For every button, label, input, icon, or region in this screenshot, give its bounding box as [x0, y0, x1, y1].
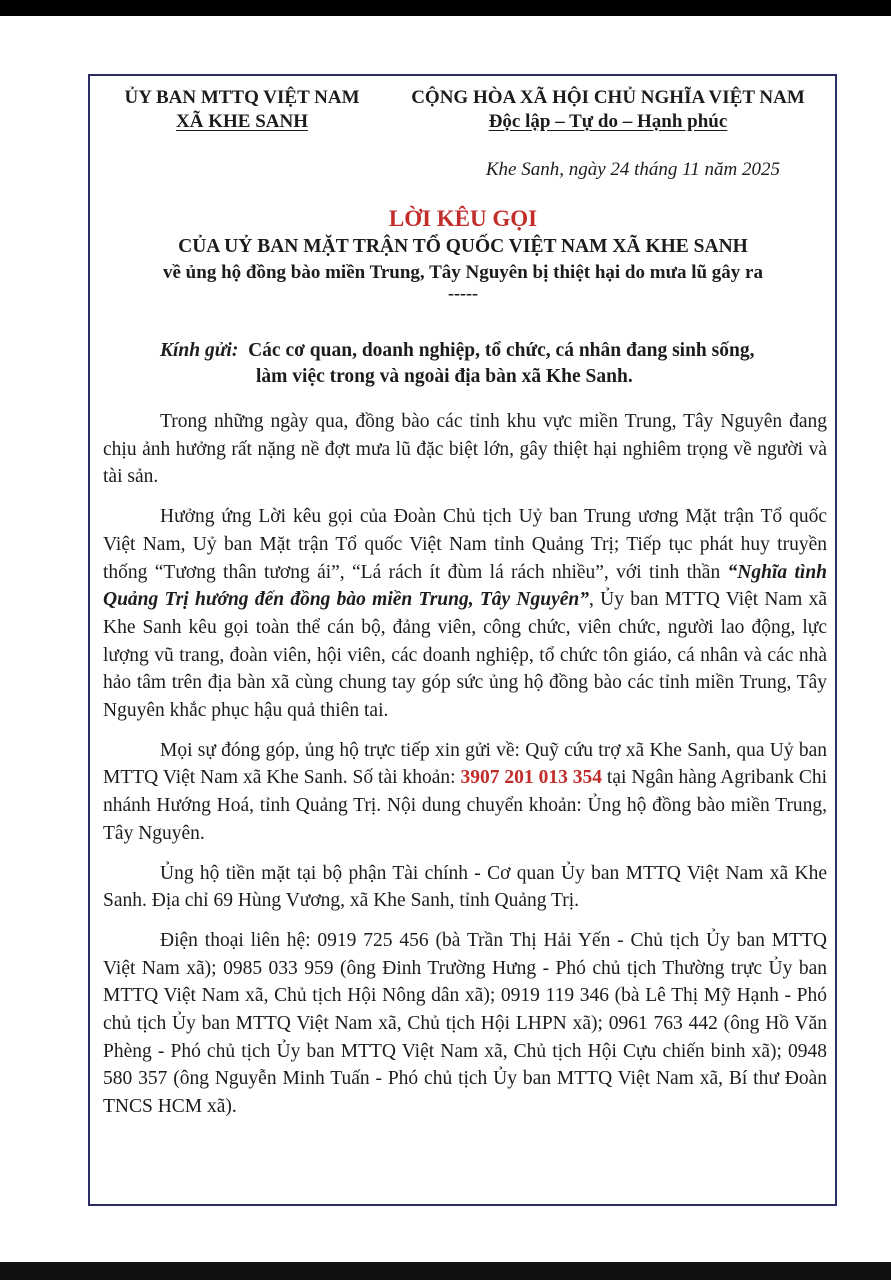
- paragraph-situation: Trong những ngày qua, đồng bào các tỉnh khu vực miền Trung, Tây Nguyên đang chịu ảnh hưởng rất nặng nề đợt mưa lũ đặc biệt lớn, gây thiệt hại nghiêm trọng về người và tài sản.: [103, 411, 827, 488]
- republic-name: CỘNG HÒA XÃ HỘI CHỦ NGHĨA VIỆT NAM: [411, 87, 805, 108]
- bank-text-end: tại Ngân hàng Agribank Chi nhánh Hướng Hoá, tỉnh Quảng Trị. Nội dung chuyển khoản: Ủng hộ đồng bào miền Trung, Tây Nguyên.: [103, 767, 828, 844]
- top-dark-band: [0, 0, 891, 16]
- commune-name: XÃ KHE SANH: [176, 111, 308, 132]
- motto: Độc lập – Tự do – Hạnh phúc: [488, 111, 728, 132]
- bottom-dark-band: [0, 1262, 891, 1280]
- appeal-text-end: , Ủy ban MTTQ Việt Nam xã Khe Sanh kêu gọi toàn thể cán bộ, đảng viên, công chức, viên chức, người lao động, lực lượng vũ trang, đoàn viên, hội viên, các doanh nghiệp, tổ chức tôn giáo, cá nhân và các nhà hảo tâm trên địa bàn xã cùng chung tay góp sức ủng hộ đồng bào các tỉnh miền Trung, Tây Nguyên khắc phục hậu quả thiên tai.: [103, 589, 827, 722]
- bank-account-number: 3907 201 013 354: [460, 767, 602, 789]
- paragraph-contacts: Điện thoại liên hệ: 0919 725 456 (bà Trần Thị Hải Yến - Chủ tịch Ủy ban MTTQ Việt Nam xã); 0985 033 959 (ông Đinh Trường Hưng - Phó chủ tịch Thường trực Ủy ban MTTQ Việt Nam xã, Chủ tịch Hội Nông dân xã); 0919 119 346 (bà Lê Thị Mỹ Hạnh - Phó chủ tịch Ủy ban MTTQ Việt Nam xã, Chủ tịch Hội LHPN xã); 0961 763 442 (ông Hồ Văn Phèng - Phó chủ tịch Ủy ban MTTQ Việt Nam xã, Chủ tịch Hội Cựu chiến binh xã); 0948 580 357 (ông Nguyễn Minh Tuấn - Phó chủ tịch Ủy ban MTTQ Việt Nam xã, Bí thư Đoàn TNCS HCM xã).: [103, 929, 827, 1118]
- document-purpose: về ủng hộ đồng bào miền Trung, Tây Nguyên bị thiệt hại do mưa lũ gây ra: [163, 262, 763, 283]
- appeal-slogan: “Nghĩa tình Quảng Trị hướng đến đồng bào miền Trung, Tây Nguyên”: [103, 561, 828, 611]
- dateline: Khe Sanh, ngày 24 tháng 11 năm 2025: [485, 159, 780, 180]
- recipient-label: Kính gửi:: [160, 340, 239, 361]
- authority-name: ỦY BAN MTTQ VIỆT NAM: [124, 87, 360, 108]
- issuing-authority: [110, 86, 374, 134]
- paragraph-cash-donation: Ủng hộ tiền mặt tại bộ phận Tài chính - Cơ quan Ủy ban MTTQ Việt Nam xã Khe Sanh. Địa chỉ 69 Hùng Vương, xã Khe Sanh, tỉnh Quảng Trị.: [103, 862, 827, 912]
- recipient-block: [160, 338, 810, 390]
- recipient-line-1: Các cơ quan, doanh nghiệp, tổ chức, cá nhân đang sinh sống,: [248, 340, 755, 361]
- title-block: [90, 204, 836, 303]
- title-separator: -----: [448, 283, 478, 303]
- bank-text-start: Mọi sự đóng góp, ủng hộ trực tiếp xin gửi về: Quỹ cứu trợ xã Khe Sanh, qua Uỷ ban MTTQ Việt Nam xã Khe Sanh. Số tài khoản:: [103, 739, 827, 789]
- paragraph-appeal: [103, 503, 827, 725]
- paragraph-bank-transfer: [103, 737, 827, 848]
- national-motto: [392, 86, 824, 134]
- appeal-text-start: Hưởng ứng Lời kêu gọi của Đoàn Chủ tịch Uỷ ban Trung ương Mặt trận Tổ quốc Việt Nam, Uỷ ban Mặt trận Tổ quốc Việt Nam tỉnh Quảng Trị; Tiếp tục phát huy truyền thống “Tương thân tương ái”, “Lá rách ít đùm lá rách nhiều”, với tinh thần: [103, 506, 827, 583]
- recipient-line-2: làm việc trong và ngoài địa bàn xã Khe Sanh.: [256, 366, 633, 387]
- document-title: LỜI KÊU GỌI: [388, 206, 538, 231]
- document-subtitle: CỦA UỶ BAN MẶT TRẬN TỔ QUỐC VIỆT NAM XÃ KHE SANH: [178, 236, 748, 257]
- document-body: [103, 408, 827, 1133]
